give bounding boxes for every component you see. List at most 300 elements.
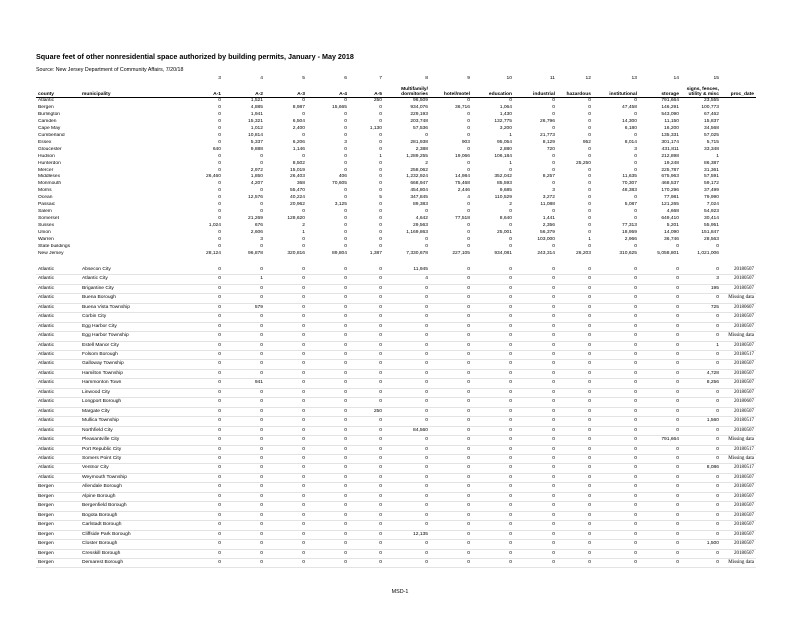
value-cell: 0 xyxy=(307,417,349,426)
value-cell: 0 xyxy=(639,303,681,312)
value-cell: 2 xyxy=(509,202,512,208)
municipality-cell: Allendale Borough xyxy=(80,483,188,492)
county-row xyxy=(36,133,756,140)
value-cell: 0 xyxy=(557,332,593,341)
value-cell: 0 xyxy=(344,146,347,152)
value-cell: 5,087 xyxy=(624,202,637,208)
municipality-row xyxy=(36,445,756,454)
value-cell: 0 xyxy=(349,313,384,322)
value-cell: 0 xyxy=(639,549,681,558)
value-cell: 0 xyxy=(593,360,639,369)
value-cell: 0 xyxy=(552,111,555,117)
value-cell: 0 xyxy=(188,445,223,454)
value-cell: 0 xyxy=(349,436,384,445)
value-cell: 57,536 xyxy=(413,125,428,131)
value-cell: 0 xyxy=(384,341,430,350)
value-cell: 725 xyxy=(681,303,721,312)
municipality-row xyxy=(36,436,756,445)
proc-date-cell xyxy=(721,147,756,154)
county-cell: Atlantic xyxy=(36,351,80,360)
value-cell: 0 xyxy=(307,521,349,530)
proc-date-cell: 20180507 xyxy=(721,266,756,275)
value-cell: 0 xyxy=(557,303,593,312)
value-cell: 0 xyxy=(307,558,349,567)
municipality-cell xyxy=(80,237,188,244)
value-cell: 0 xyxy=(188,266,223,275)
value-cell: 0 xyxy=(514,388,557,397)
value-cell: 55,951 xyxy=(704,223,719,229)
value-cell: 57,591 xyxy=(704,174,719,180)
value-cell: 0 xyxy=(681,351,721,360)
value-cell: 0 xyxy=(349,322,384,331)
proc-date-cell: 20180507 xyxy=(721,284,756,293)
municipality-row xyxy=(36,284,756,293)
value-cell: 0 xyxy=(384,454,430,463)
value-cell: 0 xyxy=(307,407,349,416)
value-cell: 28,124 xyxy=(206,250,221,256)
value-cell: 30,414 xyxy=(704,216,719,222)
value-cell: 0 xyxy=(593,294,639,303)
value-cell: 0 xyxy=(472,351,514,360)
municipality-row xyxy=(36,492,756,501)
municipality-row xyxy=(36,313,756,322)
value-cell: 0 xyxy=(557,492,593,501)
value-cell: 4,668 xyxy=(666,209,679,215)
value-cell: 77,518 xyxy=(455,216,470,222)
value-cell: 0 xyxy=(472,266,514,275)
proc-date-cell: 20180507 xyxy=(721,511,756,520)
value-cell: 0 xyxy=(467,98,470,103)
value-cell: 0 xyxy=(552,167,555,173)
value-cell: 0 xyxy=(557,417,593,426)
column-header: A-4 xyxy=(307,83,349,98)
value-cell: 2 xyxy=(425,160,428,166)
value-cell: 0 xyxy=(344,216,347,222)
municipality-cell xyxy=(80,168,188,175)
value-cell: 0 xyxy=(188,530,223,539)
value-cell: 0 xyxy=(557,540,593,549)
value-cell: 720 xyxy=(546,146,555,152)
municipality-cell xyxy=(80,105,188,112)
value-cell: 36,716 xyxy=(455,104,470,110)
value-cell: 4 xyxy=(467,195,470,201)
value-cell: 0 xyxy=(265,473,307,482)
value-cell: 0 xyxy=(307,341,349,350)
proc-date-cell: 20180517 xyxy=(721,464,756,473)
value-cell: 0 xyxy=(379,104,382,110)
value-cell: 0 xyxy=(430,436,472,445)
value-cell: 0 xyxy=(344,230,347,236)
municipality-cell: Somers Point City xyxy=(80,454,188,463)
value-cell: 0 xyxy=(509,237,512,243)
value-cell: 106,184 xyxy=(494,153,512,159)
value-cell: 0 xyxy=(188,549,223,558)
value-cell: 0 xyxy=(188,521,223,530)
proc-date-cell: 20180507 xyxy=(721,426,756,435)
county-cell: Burlington xyxy=(38,111,61,117)
column-header: proc_date xyxy=(721,83,756,98)
value-cell: 0 xyxy=(430,332,472,341)
column-header: industrial xyxy=(514,83,557,98)
value-cell: 0 xyxy=(430,360,472,369)
value-cell: 0 xyxy=(344,209,347,215)
value-cell: 0 xyxy=(307,303,349,312)
value-cell: 0 xyxy=(384,445,430,454)
value-cell: 791,664 xyxy=(661,98,679,103)
value-cell: 85,593 xyxy=(497,181,512,187)
value-cell: 28,563 xyxy=(704,237,719,243)
value-cell: 95,054 xyxy=(497,139,512,145)
county-row xyxy=(36,188,756,195)
value-cell: 0 xyxy=(593,398,639,407)
value-cell: 0 xyxy=(588,230,591,236)
county-cell: Warren xyxy=(38,237,54,243)
value-cell: 0 xyxy=(265,388,307,397)
value-cell: 0 xyxy=(307,351,349,360)
value-cell: 1,430 xyxy=(499,111,512,117)
county-cell: Union xyxy=(38,230,51,236)
value-cell: 2,400 xyxy=(292,125,305,131)
value-cell: 0 xyxy=(188,473,223,482)
value-cell: 0 xyxy=(467,237,470,243)
proc-date-cell xyxy=(721,112,756,119)
value-cell: 225,787 xyxy=(661,167,679,173)
value-cell: 0 xyxy=(218,209,221,215)
municipality-cell: Absecon City xyxy=(80,266,188,275)
value-cell: 0 xyxy=(223,464,265,473)
value-cell: 0 xyxy=(384,322,430,331)
county-row xyxy=(36,154,756,161)
county-cell: Atlantic xyxy=(36,360,80,369)
value-cell: 0 xyxy=(639,558,681,567)
value-cell: 0 xyxy=(557,454,593,463)
municipality-cell: Corbin City xyxy=(80,313,188,322)
value-cell: 250 xyxy=(373,98,382,103)
value-cell: 0 xyxy=(188,388,223,397)
value-cell: 0 xyxy=(425,132,428,138)
value-cell: 0 xyxy=(639,360,681,369)
value-cell: 0 xyxy=(472,398,514,407)
proc-date-cell: 20180607 xyxy=(721,303,756,312)
value-cell: 0 xyxy=(265,407,307,416)
value-cell: 250 xyxy=(349,407,384,416)
value-cell: 10,814 xyxy=(248,132,263,138)
column-header: municipality xyxy=(80,83,188,98)
value-cell: 0 xyxy=(379,188,382,194)
municipality-cell: Port Republic City xyxy=(80,445,188,454)
value-cell: 0 xyxy=(681,473,721,482)
municipality-cell: Estell Manor City xyxy=(80,341,188,350)
value-cell: 0 xyxy=(265,445,307,454)
county-row xyxy=(36,202,756,209)
value-cell: 0 xyxy=(349,332,384,341)
value-cell: 0 xyxy=(223,266,265,275)
value-cell: 347,845 xyxy=(410,195,428,201)
value-cell: 0 xyxy=(639,388,681,397)
value-cell: 0 xyxy=(557,360,593,369)
value-cell: 75,468 xyxy=(455,181,470,187)
value-cell: 1,387 xyxy=(369,250,382,256)
municipality-cell xyxy=(80,133,188,140)
value-cell: 100,773 xyxy=(701,104,719,110)
column-index: 6 xyxy=(344,76,347,81)
value-cell: 0 xyxy=(639,511,681,520)
municipality-cell xyxy=(80,188,188,195)
value-cell: 0 xyxy=(467,132,470,138)
value-cell: 0 xyxy=(307,445,349,454)
value-cell: 1,024 xyxy=(208,223,221,229)
value-cell: 0 xyxy=(472,483,514,492)
value-cell: 0 xyxy=(344,188,347,194)
value-cell: 0 xyxy=(307,360,349,369)
value-cell: 0 xyxy=(430,351,472,360)
value-cell: 0 xyxy=(472,540,514,549)
value-cell: 23,555 xyxy=(704,98,719,103)
municipality-cell: Buena Borough xyxy=(80,294,188,303)
value-cell: 4,728 xyxy=(681,369,721,378)
value-cell: 0 xyxy=(349,558,384,567)
value-cell: 0 xyxy=(223,332,265,341)
value-cell: 0 xyxy=(588,125,591,131)
municipality-row xyxy=(36,303,756,312)
municipality-cell: Weymouth Township xyxy=(80,473,188,482)
value-cell: 0 xyxy=(681,454,721,463)
county-cell: Atlantic xyxy=(36,313,80,322)
value-cell: 0 xyxy=(344,195,347,201)
value-cell: 0 xyxy=(223,313,265,322)
value-cell: 0 xyxy=(593,549,639,558)
value-cell: 0 xyxy=(302,111,305,117)
county-cell: Atlantic xyxy=(36,341,80,350)
value-cell: 4 xyxy=(384,275,430,284)
value-cell: 8,086 xyxy=(681,464,721,473)
value-cell: 15,019 xyxy=(290,167,305,173)
value-cell: 0 xyxy=(349,417,384,426)
value-cell: 0 xyxy=(639,530,681,539)
value-cell: 0 xyxy=(384,558,430,567)
value-cell: 6,504 xyxy=(292,118,305,124)
value-cell: 0 xyxy=(302,209,305,215)
value-cell: 1 xyxy=(716,153,719,159)
municipality-cell: Cliffside Park Borough xyxy=(80,530,188,539)
value-cell: 0 xyxy=(265,417,307,426)
value-cell: 934,076 xyxy=(410,104,428,110)
value-cell: 0 xyxy=(593,303,639,312)
value-cell: 1,012 xyxy=(250,125,263,131)
value-cell: 1,146 xyxy=(292,146,305,152)
value-cell: 0 xyxy=(557,294,593,303)
value-cell: 0 xyxy=(593,332,639,341)
value-cell: 26,796 xyxy=(540,118,555,124)
county-cell: Morris xyxy=(38,188,52,194)
value-cell: 0 xyxy=(188,351,223,360)
value-cell: 0 xyxy=(218,98,221,103)
value-cell: 0 xyxy=(639,351,681,360)
value-cell: 8,256 xyxy=(681,379,721,388)
value-cell: 0 xyxy=(552,181,555,187)
county-cell: Atlantic xyxy=(36,436,80,445)
value-cell: 0 xyxy=(472,473,514,482)
municipality-row xyxy=(36,558,756,567)
value-cell: 0 xyxy=(509,167,512,173)
value-cell: 0 xyxy=(593,284,639,293)
municipality-cell: Margate City xyxy=(80,407,188,416)
value-cell: 668,947 xyxy=(410,181,428,187)
value-cell: 0 xyxy=(349,369,384,378)
value-cell: 55,470 xyxy=(290,188,305,194)
value-cell: 0 xyxy=(344,111,347,117)
value-cell: 0 xyxy=(223,540,265,549)
value-cell: 0 xyxy=(681,360,721,369)
value-cell: 0 xyxy=(557,483,593,492)
column-index: 11 xyxy=(549,76,555,81)
value-cell: 0 xyxy=(467,202,470,208)
value-cell: 0 xyxy=(593,436,639,445)
value-cell: 0 xyxy=(307,502,349,511)
value-cell: 0 xyxy=(593,558,639,567)
value-cell: 0 xyxy=(349,483,384,492)
value-cell: 1 xyxy=(509,132,512,138)
municipality-cell: Ventnor City xyxy=(80,464,188,473)
value-cell: 0 xyxy=(514,473,557,482)
county-row xyxy=(36,140,756,147)
value-cell: 3 xyxy=(634,146,637,152)
value-cell: 0 xyxy=(349,351,384,360)
value-cell: 0 xyxy=(384,483,430,492)
county-cell: Essex xyxy=(38,139,52,145)
value-cell: 0 xyxy=(472,492,514,501)
municipality-cell xyxy=(80,140,188,147)
value-cell: 3 xyxy=(260,237,263,243)
value-cell: 0 xyxy=(379,111,382,117)
value-cell: 0 xyxy=(472,454,514,463)
municipality-row xyxy=(36,322,756,331)
value-cell: 0 xyxy=(430,369,472,378)
value-cell: 454,804 xyxy=(410,188,428,194)
value-cell: 1,169,863 xyxy=(406,230,428,236)
proc-date-cell: Missing data xyxy=(721,436,756,445)
value-cell: 0 xyxy=(639,332,681,341)
value-cell: 0 xyxy=(188,511,223,520)
county-row xyxy=(36,161,756,168)
proc-date-cell xyxy=(721,105,756,112)
value-cell: 8,014 xyxy=(624,139,637,145)
value-cell: 0 xyxy=(634,244,637,250)
value-cell: 0 xyxy=(681,511,721,520)
value-cell: 0 xyxy=(514,511,557,520)
value-cell: 0 xyxy=(379,160,382,166)
value-cell: 132,775 xyxy=(494,118,512,124)
value-cell: 40,224 xyxy=(290,195,305,201)
proc-date-cell xyxy=(721,181,756,188)
value-cell: 0 xyxy=(472,379,514,388)
value-cell: 0 xyxy=(430,275,472,284)
value-cell: 0 xyxy=(593,379,639,388)
value-cell: 9,888 xyxy=(250,146,263,152)
value-cell: 0 xyxy=(384,294,430,303)
value-cell: 0 xyxy=(307,294,349,303)
value-cell: 7,024 xyxy=(706,202,719,208)
value-cell: 0 xyxy=(552,98,555,103)
value-cell: 0 xyxy=(307,454,349,463)
municipality-cell xyxy=(80,126,188,133)
value-cell: 2,356 xyxy=(542,223,555,229)
value-cell: 0 xyxy=(639,284,681,293)
value-cell: 0 xyxy=(223,341,265,350)
column-index: 9 xyxy=(467,76,470,81)
value-cell: 0 xyxy=(379,146,382,152)
value-cell: 0 xyxy=(639,540,681,549)
value-cell: 0 xyxy=(593,369,639,378)
county-cell: Cumberland xyxy=(38,132,65,138)
value-cell: 0 xyxy=(384,464,430,473)
value-cell: 0 xyxy=(588,118,591,124)
municipality-row xyxy=(36,502,756,511)
proc-date-cell: 20180507 xyxy=(721,275,756,284)
value-cell: 0 xyxy=(260,244,263,250)
value-cell: 0 xyxy=(593,322,639,331)
value-cell: 33,348 xyxy=(704,146,719,152)
value-cell: 0 xyxy=(349,426,384,435)
value-cell: 0 xyxy=(344,132,347,138)
value-cell: 0 xyxy=(588,244,591,250)
value-cell: 25,001 xyxy=(497,230,512,236)
proc-date-cell: 20180507 xyxy=(721,407,756,416)
value-cell: 0 xyxy=(349,379,384,388)
value-cell: 0 xyxy=(681,436,721,445)
proc-date-cell: Missing data xyxy=(721,454,756,463)
county-cell: Hunterdon xyxy=(38,160,61,166)
column-header: A-1 xyxy=(188,83,223,98)
value-cell: 0 xyxy=(265,530,307,539)
value-cell: 11,150 xyxy=(664,118,679,124)
county-row xyxy=(36,147,756,154)
value-cell: 0 xyxy=(514,322,557,331)
value-cell: 1,130 xyxy=(369,125,382,131)
value-cell: 0 xyxy=(349,530,384,539)
value-cell: 0 xyxy=(307,511,349,520)
proc-date-cell xyxy=(721,133,756,140)
value-cell: 0 xyxy=(514,303,557,312)
value-cell: 310,625 xyxy=(619,250,637,256)
value-cell: 3 xyxy=(344,139,347,145)
proc-date-cell: 20180507 xyxy=(721,502,756,511)
value-cell: 0 xyxy=(265,521,307,530)
value-cell: 0 xyxy=(681,407,721,416)
value-cell: 301,174 xyxy=(661,139,679,145)
value-cell: 0 xyxy=(430,426,472,435)
value-cell: 0 xyxy=(514,436,557,445)
municipality-cell: Carlstadt Borough xyxy=(80,521,188,530)
value-cell: 0 xyxy=(514,530,557,539)
proc-date-cell: 20180507 xyxy=(721,492,756,501)
municipality-row xyxy=(36,341,756,350)
value-cell: 0 xyxy=(467,146,470,152)
value-cell: 15,837 xyxy=(704,118,719,124)
value-cell: 54,923 xyxy=(704,209,719,215)
value-cell: 0 xyxy=(260,188,263,194)
municipality-cell: Demarest Borough xyxy=(80,558,188,567)
value-cell: 0 xyxy=(384,313,430,322)
value-cell: 0 xyxy=(188,540,223,549)
value-cell: 0 xyxy=(467,209,470,215)
value-cell: 0 xyxy=(593,540,639,549)
value-cell: 121,265 xyxy=(661,202,679,208)
value-cell: 0 xyxy=(379,132,382,138)
value-cell: 0 xyxy=(681,558,721,567)
municipality-cell xyxy=(80,174,188,181)
value-cell: 0 xyxy=(384,492,430,501)
